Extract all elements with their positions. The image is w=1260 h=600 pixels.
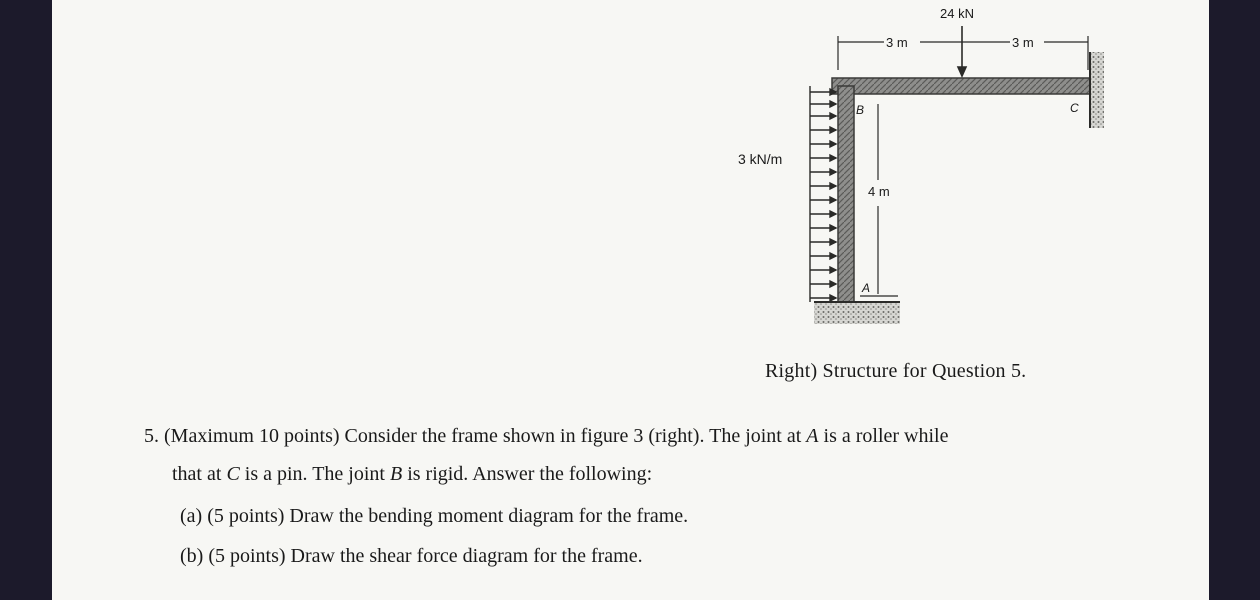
label-joint-c: C [1070, 101, 1079, 115]
question-text-1a: (Maximum 10 points) Consider the frame shown in figure 3 (right). The joint at [164, 425, 802, 447]
beam-bc [832, 78, 1090, 94]
label-joint-b: B [856, 103, 865, 117]
joint-a-ref: A [806, 425, 819, 447]
label-dim-vertical: 4 m [868, 184, 890, 199]
frame-figure [52, 0, 1209, 345]
wall-support-c [1090, 52, 1104, 128]
question-text-2b: is a pin. The joint [244, 463, 385, 485]
label-distributed-load: 3 kN/m [738, 151, 783, 167]
ground-support-a [814, 302, 900, 324]
question-part-a: (a) (5 points) Draw the bending moment diagram for the frame. [180, 505, 689, 527]
question-part-b: (b) (5 points) Draw the shear force diagram for the frame. [180, 545, 643, 567]
label-dim-left: 3 m [886, 35, 908, 50]
distributed-load-arrows [810, 86, 836, 302]
dimension-horizontal [838, 36, 1088, 70]
question-text-2a: that at [172, 463, 222, 485]
figure-caption: Right) Structure for Question 5. [765, 360, 1027, 382]
paper-page [52, 0, 1209, 600]
label-joint-a: A [862, 281, 871, 295]
column-ab [838, 86, 854, 302]
question-line-2 [172, 463, 652, 486]
joint-b-ref: B [389, 463, 403, 485]
question-text-2c: is rigid. Answer the following: [407, 463, 653, 485]
dimension-vertical [860, 104, 898, 296]
label-point-load: 24 kN [940, 6, 974, 21]
point-load-arrow [958, 26, 966, 76]
joint-c-ref: C [226, 463, 240, 485]
question-text-1b: is a roller while [823, 425, 949, 447]
question-line-1 [144, 425, 948, 448]
label-dim-right: 3 m [1012, 35, 1034, 50]
question-number: 5. [144, 425, 159, 447]
